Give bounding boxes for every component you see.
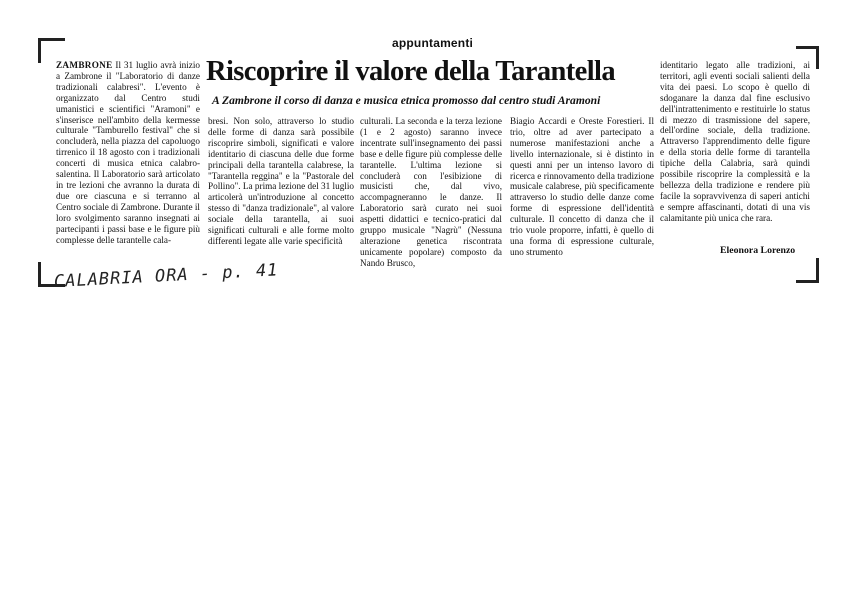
- column-text: bresi. Non solo, attraverso lo studio delle forme di danza sarà possibile riscoprire simboli, significati e valore identitario di ciascuna delle due forme principali della tarantella calabrese, la "Tarantella reggina" e la "Pastorale del Pollino". La prima lezione del 31 luglio articolerà un'introduzione al concetto stesso di "danza tradizionale", al valore sociale della tarantella, ai suoi significati culturali e alle forme molto differenti legate alle varie specificità: [208, 116, 354, 246]
- byline: Eleonora Lorenzo: [720, 245, 796, 256]
- section-label: appuntamenti: [392, 36, 474, 50]
- article-column-5: [660, 60, 810, 224]
- column-text: identitario legato alle tradizioni, ai territori, agli eventi sociali salienti della vita dei paesi. Lo scopo è quello di sdoganare la danza dal fine esclusivo dell'intrattenimento e restituirle lo status di mezzo di trasmissione del sapere, dell'ordine sociale, della tradizione. Attraverso l'apprendimento delle figure e della storia delle forme di tarantella tipiche della Calabria, sarà quindi possibile riscoprire la complessità e la bellezza della tradizione e rendere più facile la sopravvivenza di saperi antichi e sempre affascinanti, dotati di una vis calamitante più unica che rara.: [660, 60, 810, 223]
- article-column-3: [360, 116, 502, 269]
- crop-mark-bottom-right: [796, 258, 819, 283]
- article-column-2: [208, 116, 354, 247]
- handwritten-source-note: CALABRIA ORA - p. 41: [53, 260, 279, 292]
- column-text: Il 31 luglio avrà inizio a Zambrone il "Laboratorio di danze tradizionali calabresi". L'evento è organizzato dal Centro studi umanistici e scientifici "Aramoni" e s'inserisce nell'ambito della kermesse culturale "Tamburello festival" che si concluderà, nella piazza del capoluogo tirrenico il 18 agosto con i tradizionali concerti di musica etnica calabro-salentina. Il Laboratorio sarà articolato in tre lezioni che avranno la durata di due ore ciascuna e si terranno al Centro sociale di Zambrone. Durante il loro svolgimento saranno insegnati ai partecipanti i passi base e le figure più complesse delle tarantelle cala-: [56, 60, 200, 245]
- column-text: culturali. La seconda e la terza lezione (1 e 2 agosto) saranno invece incentrate sull'insegnamento dei passi base e delle figure più complesse delle tarantelle. L'ultima lezione si concluderà con l'esibizione di musicisti che, dal vivo, accompagneranno le danze. Il Laboratorio sarà curato nei suoi aspetti didattici e tecnico-pratici dal gruppo musicale "Nagrù" (Nessuna alterazione genetica riscontrata unicamente popolare) composto da Nando Brusco,: [360, 116, 502, 268]
- column-text: Biagio Accardi e Oreste Forestieri. Il trio, oltre ad aver partecipato a numerose manifestazioni anche a livello internazionale, si è distinto in questi anni per un intenso lavoro di ricerca e rinnovamento della tradizione musicale calabrese, più specificamente attraverso lo studio delle danze come forme di espressione dell'identità culturale. Il concetto di danza che il trio vuole proporre, infatti, è quello di una forma di espressione culturale, uno strumento: [510, 116, 654, 257]
- article-column-4: [510, 116, 654, 258]
- headline: Riscoprire il valore della Tarantella: [206, 56, 615, 87]
- deck-subtitle: A Zambrone il corso di danza e musica etnica promosso dal centro studi Aramoni: [212, 94, 601, 107]
- dateline: ZAMBRONE: [56, 60, 113, 70]
- article-column-1: [56, 60, 200, 245]
